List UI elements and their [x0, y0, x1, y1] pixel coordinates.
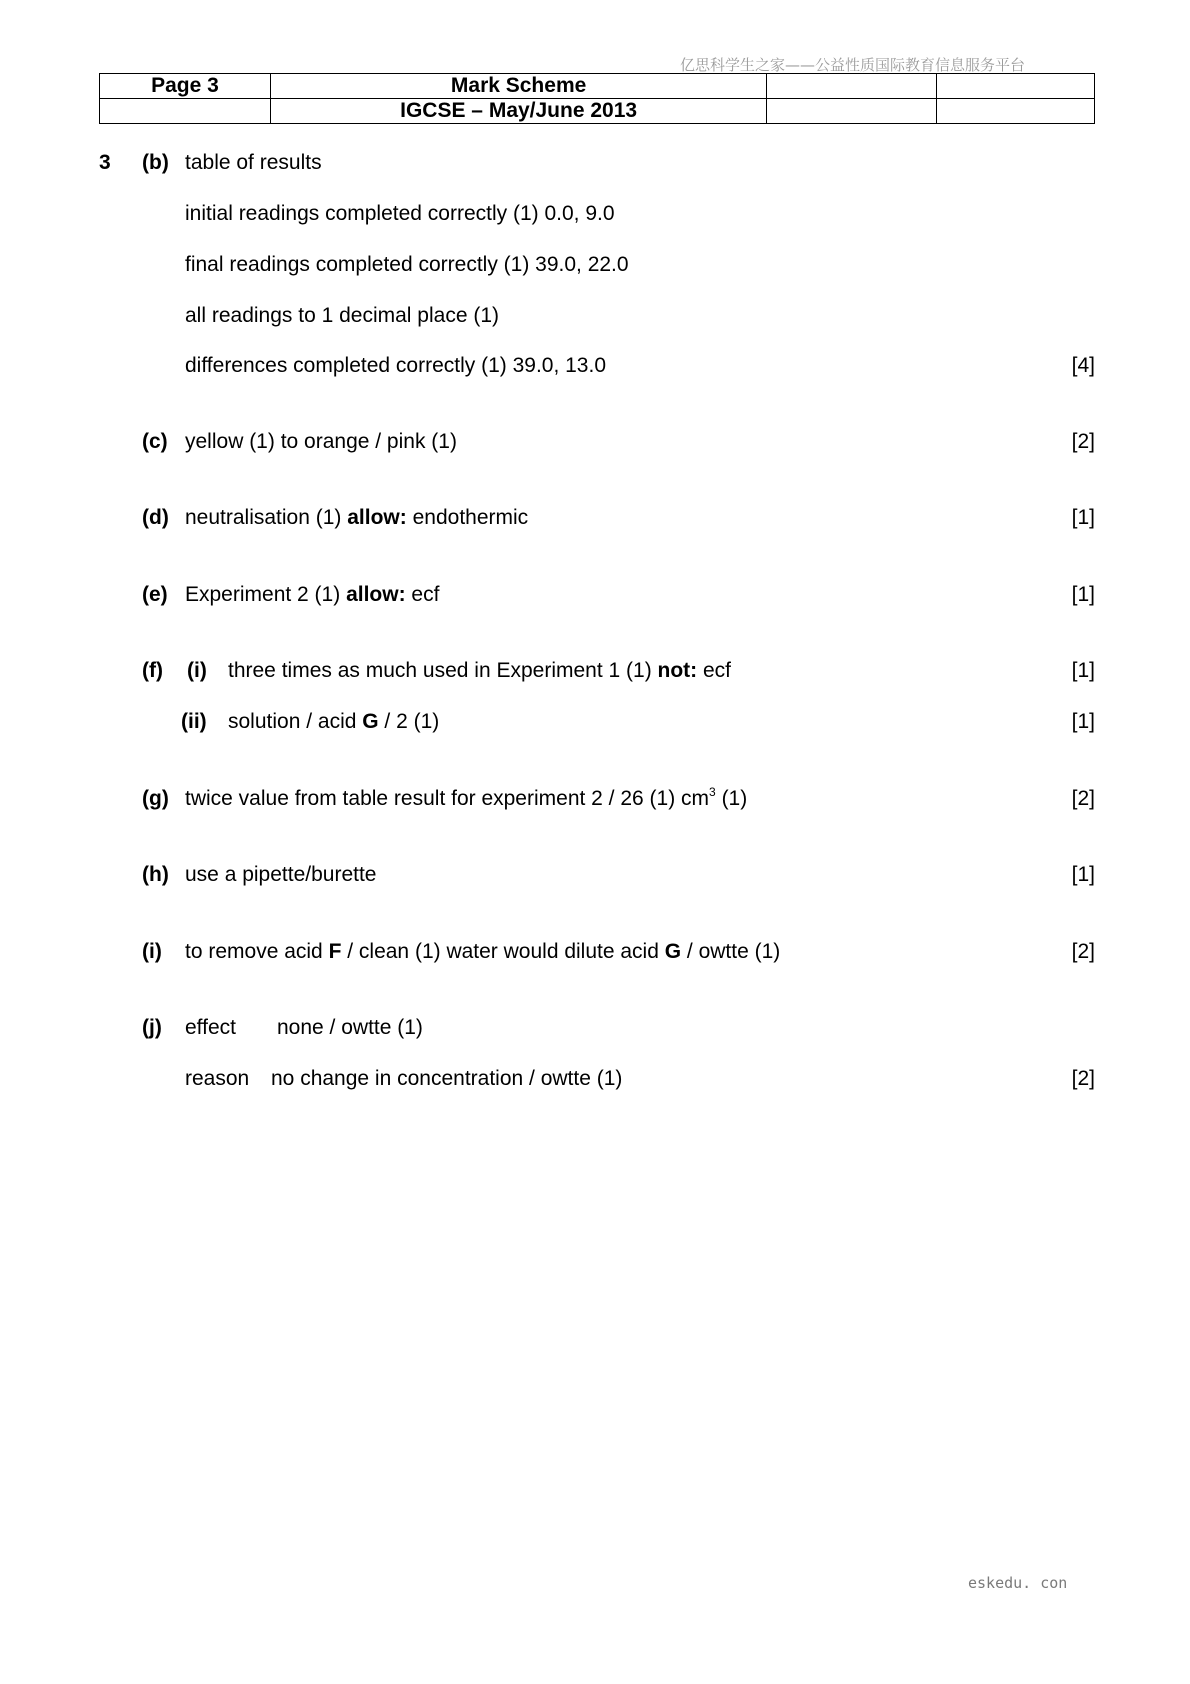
part-j-label: (j) [142, 1016, 162, 1039]
part-f-ii-text [228, 709, 439, 735]
part-b-heading: table of results [185, 151, 322, 174]
text-span: Experiment 2 (1) [185, 583, 347, 606]
part-c-mark: [2] [1071, 430, 1095, 453]
text-span: / clean (1) water would dilute acid [341, 940, 665, 963]
part-f-i-label: (i) [187, 659, 207, 682]
text-span: three times as much used in Experiment 1 (1) [228, 659, 658, 682]
text-span: solution / acid [228, 710, 363, 733]
part-i-text [185, 939, 780, 965]
text-span: neutralisation (1) [185, 506, 348, 529]
header-empty-cell [100, 99, 271, 124]
text-span: ecf [697, 659, 732, 682]
header-empty-cell [937, 74, 1095, 99]
part-b-mark: [4] [1071, 354, 1095, 377]
part-f-ii-mark: [1] [1071, 710, 1095, 733]
header-empty-cell [767, 74, 937, 99]
part-g-mark: [2] [1071, 787, 1095, 810]
exam-session: IGCSE – May/June 2013 [270, 99, 767, 124]
part-c-label: (c) [142, 430, 168, 453]
part-f-ii-label: (ii) [181, 710, 207, 733]
doc-title: Mark Scheme [270, 74, 767, 99]
keyword: G [664, 940, 682, 963]
part-f-i-mark: [1] [1071, 659, 1095, 682]
keyword: not: [657, 659, 698, 682]
part-e-label: (e) [142, 583, 168, 606]
part-f-label: (f) [142, 659, 163, 682]
part-d-mark: [1] [1071, 506, 1095, 529]
text-span: to remove acid [185, 940, 329, 963]
part-g-label: (g) [142, 787, 169, 810]
part-j-reason-label: reason [185, 1067, 250, 1090]
part-h-mark: [1] [1071, 863, 1095, 886]
keyword: allow: [346, 583, 406, 606]
header-empty-cell [767, 99, 937, 124]
part-j-reason-text: no change in concentration / owtte (1) [271, 1067, 623, 1090]
header-table [99, 73, 1095, 124]
text-span: / owtte (1) [681, 940, 781, 963]
part-c-text: yellow (1) to orange / pink (1) [185, 430, 457, 453]
part-d-label: (d) [142, 506, 169, 529]
watermark: 亿思科学生之家——公益性质国际教育信息服务平台 [680, 56, 1026, 74]
part-e-mark: [1] [1071, 583, 1095, 606]
part-j-effect-label: effect [185, 1016, 236, 1039]
part-j-mark: [2] [1071, 1067, 1095, 1090]
superscript: 3 [709, 785, 716, 799]
part-b-line: final readings completed correctly (1) 39.0, 22.0 [185, 253, 629, 276]
part-b-line: initial readings completed correctly (1) 0.0, 9.0 [185, 202, 615, 225]
page-number: Page 3 [100, 74, 271, 99]
part-d-text [185, 505, 528, 531]
part-i-label: (i) [142, 940, 162, 963]
part-j-effect-text: none / owtte (1) [277, 1016, 423, 1039]
text-span: (1) [715, 787, 748, 810]
text-span: endothermic [406, 506, 529, 529]
part-i-mark: [2] [1071, 940, 1095, 963]
part-f-i-text [228, 658, 731, 684]
keyword: F [328, 940, 342, 963]
keyword: allow: [347, 506, 407, 529]
text-span: twice value from table result for experiment 2 / 26 (1) cm [185, 787, 710, 810]
keyword: G [362, 710, 379, 733]
part-g-text [185, 786, 747, 812]
part-e-text [185, 582, 439, 608]
part-b-line: differences completed correctly (1) 39.0, 13.0 [185, 354, 606, 377]
part-b-label: (b) [142, 151, 169, 174]
text-span: / 2 (1) [378, 710, 440, 733]
question-number: 3 [99, 151, 111, 174]
part-h-label: (h) [142, 863, 169, 886]
part-h-text: use a pipette/burette [185, 863, 377, 886]
header-empty-cell [937, 99, 1095, 124]
text-span: ecf [405, 583, 440, 606]
part-b-line: all readings to 1 decimal place (1) [185, 304, 499, 327]
footer-site: eskedu. con [968, 1574, 1068, 1592]
